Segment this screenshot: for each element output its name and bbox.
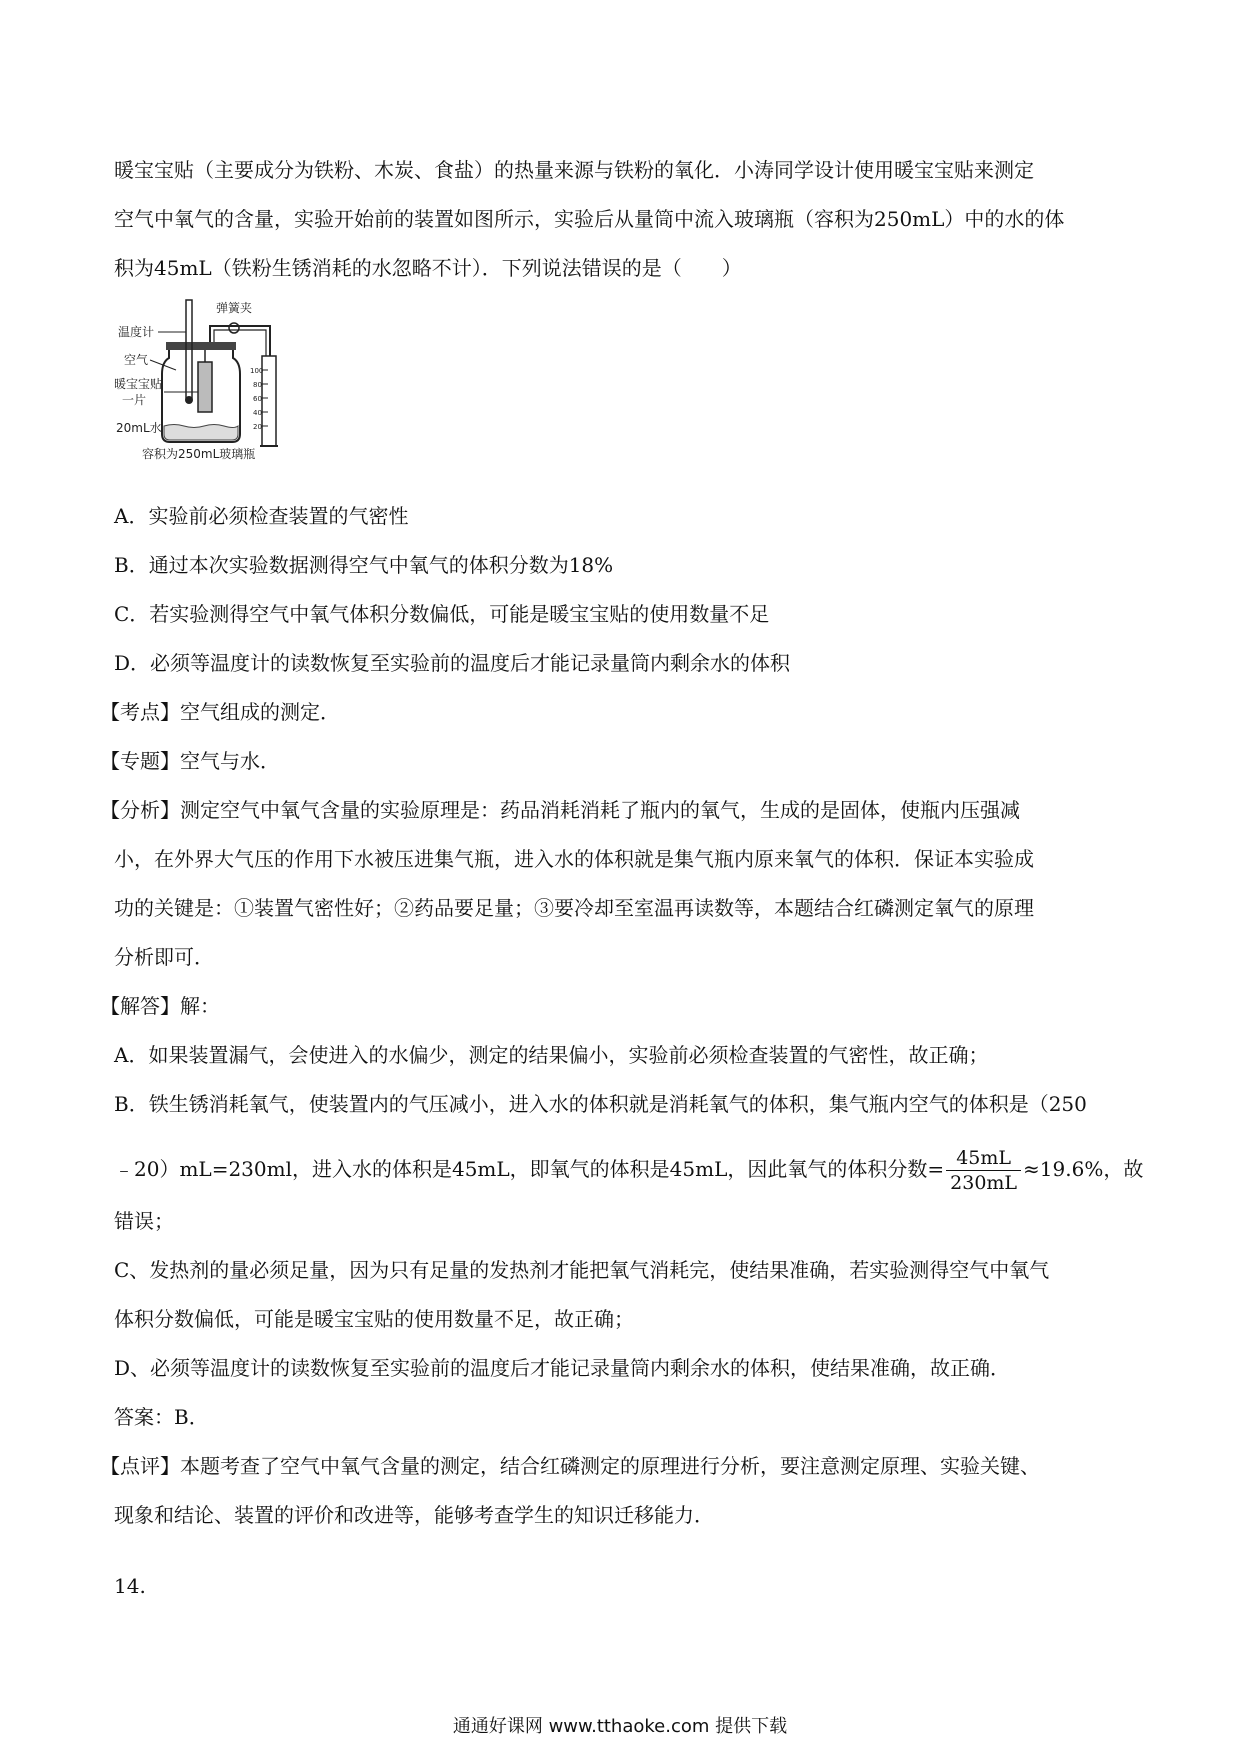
label-water: 20mL水 [116,421,162,435]
tick-60: 60 [253,395,262,403]
question-line-3: 积为45mL（铁粉生锈消耗的水忽略不计）．下列说法错误的是（ ） [114,256,742,280]
question-line-2: 空气中氧气的含量，实验开始前的装置如图所示，实验后从量筒中流入玻璃瓶（容积为250mL）中的水的体 [114,207,1065,231]
answer: 答案：B． [114,1405,209,1429]
page-footer: 通通好课网 www.tthaoke.com 提供下载 [452,1716,788,1737]
solution-b-pre: ﹣20）mL=230ml，进入水的体积是45mL，即氧气的体积是45mL，因此氧气的体积分数= [114,1157,945,1181]
analysis-line-4: 分析即可． [114,945,214,969]
zhuanti: 【专题】空气与水． [100,749,280,773]
kaodian: 【考点】空气组成的测定． [100,700,340,724]
fraction [946,1146,1021,1195]
analysis-line-3: 功的关键是：①装置气密性好；②药品要足量；③要冷却至室温再读数等，本题结合红磷测定氧气的原理 [114,896,1034,920]
label-pad-2: 一片 [122,393,147,407]
next-question-number: 14. [114,1574,146,1598]
solution-c-line-1: C、发热剂的量必须足量，因为只有足量的发热剂才能把氧气消耗完，使结果准确，若实验测得空气中氧气 [114,1258,1050,1282]
option-d: D．必须等温度计的读数恢复至实验前的温度后才能记录量筒内剩余水的体积 [114,651,791,675]
analysis-line-1: 【分析】测定空气中氧气含量的实验原理是：药品消耗消耗了瓶内的氧气，生成的是固体，使瓶内压强减 [100,798,1020,822]
solution-b-line-1: B．铁生锈消耗氧气，使装置内的气压减小，进入水的体积就是消耗氧气的体积，集气瓶内空气的体积是（250 [114,1092,1087,1116]
solution-c-line-2: 体积分数偏低，可能是暖宝宝贴的使用数量不足，故正确； [114,1307,634,1331]
fraction-numerator: 45mL [946,1146,1021,1171]
solution-b-line-3: 错误； [114,1209,174,1233]
solution-a: A．如果装置漏气，会使进入的水偏少，测定的结果偏小，实验前必须检查装置的气密性，故正确； [114,1043,989,1067]
tick-80: 80 [253,381,262,389]
label-air: 空气 [124,353,149,367]
tick-20: 20 [253,423,262,431]
fraction-denominator: 230mL [950,1172,1018,1194]
figure-caption: 容积为250mL玻璃瓶 [142,447,256,461]
comment-line-1: 【点评】本题考查了空气中氧气含量的测定，结合红磷测定的原理进行分析，要注意测定原理、实验关键、 [100,1454,1040,1478]
tick-100: 100 [250,367,264,375]
label-clip: 弹簧夹 [216,301,253,315]
analysis-line-2: 小，在外界大气压的作用下水被压进集气瓶，进入水的体积就是集气瓶内原来氧气的体积．保证本实验成 [114,847,1034,871]
option-b: B．通过本次实验数据测得空气中氧气的体积分数为18% [114,553,614,577]
solution-b-post: ≈19.6%，故 [1023,1157,1144,1181]
solution-b-line-2 [114,1144,1143,1195]
comment-line-2: 现象和结论、装置的评价和改进等，能够考查学生的知识迁移能力． [114,1503,714,1527]
apparatus-figure [114,296,280,464]
solution-head: 【解答】解： [100,994,220,1018]
option-c: C．若实验测得空气中氧气体积分数偏低，可能是暖宝宝贴的使用数量不足 [114,602,770,626]
question-line-1: 暖宝宝贴（主要成分为铁粉、木炭、食盐）的热量来源与铁粉的氧化．小涛同学设计使用暖宝宝贴来测定 [114,158,1034,182]
label-thermometer: 温度计 [118,325,155,339]
label-pad-1: 暖宝宝贴 [114,377,163,391]
option-a: A．实验前必须检查装置的气密性 [114,504,409,528]
solution-d: D、必须等温度计的读数恢复至实验前的温度后才能记录量筒内剩余水的体积，使结果准确，故正确． [114,1356,1011,1380]
tick-40: 40 [253,409,262,417]
